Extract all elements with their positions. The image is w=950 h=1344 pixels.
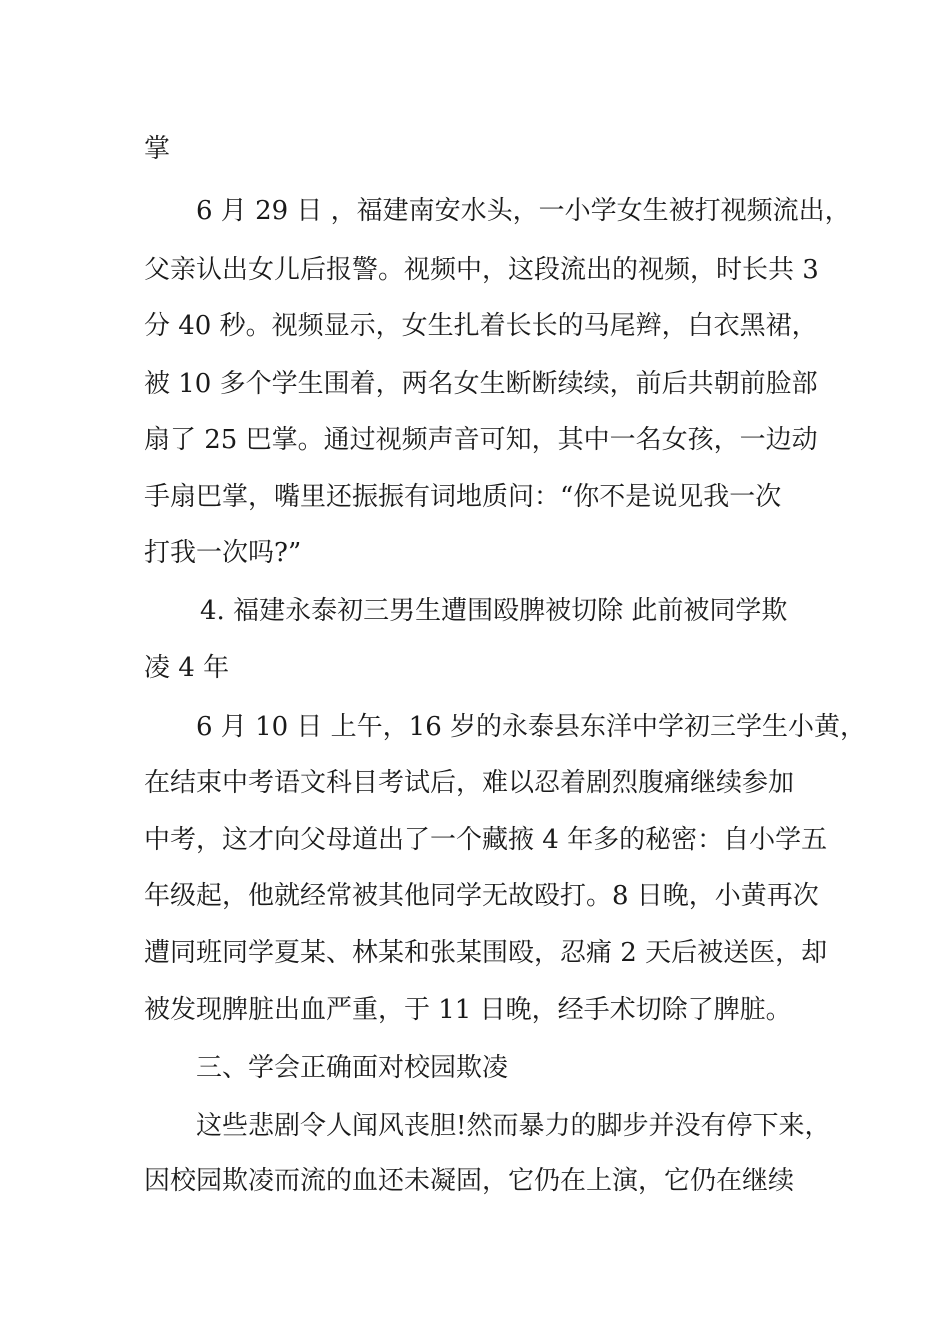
text-line: 被 10 多个学生围着，两名女生断断续续，前后共朝前脸部 <box>144 369 818 399</box>
text-line: 被发现脾脏出血严重，于 11 日晚，经手术切除了脾脏。 <box>144 995 792 1025</box>
paragraph-first-line: 6 月 10 日 上午，16 岁的永泰县东洋中学初三学生小黄， <box>196 712 867 742</box>
section-heading: 三、学会正确面对校园欺凌 <box>196 1053 509 1083</box>
text-line: 中考，这才向父母道出了一个藏掖 4 年多的秘密：自小学五 <box>144 825 828 855</box>
paragraph-first-line: 6 月 29 日 ，福建南安水头，一小学女生被打视频流出， <box>196 196 851 226</box>
text-line: 分 40 秒。视频显示，女生扎着长长的马尾辫，白衣黑裙， <box>144 311 818 341</box>
text-line: 手扇巴掌，嘴里还振振有词地质问：“你不是说见我一次 <box>144 482 782 512</box>
section-heading: 4. 福建永泰初三男生遭围殴脾被切除 此前被同学欺 <box>200 596 788 626</box>
text-line: 掌 <box>144 134 171 164</box>
text-line: 父亲认出女儿后报警。视频中，这段流出的视频，时长共 3 <box>144 255 819 285</box>
text-line: 扇了 25 巴掌。通过视频声音可知，其中一名女孩，一边动 <box>144 425 818 455</box>
paragraph-first-line: 这些悲剧令人闻风丧胆!然而暴力的脚步并没有停下来， <box>196 1111 831 1141</box>
text-line: 因校园欺凌而流的血还未凝固，它仍在上演，它仍在继续 <box>144 1166 795 1196</box>
text-line: 遭同班同学夏某、林某和张某围殴，忍痛 2 天后被送医，却 <box>144 938 828 968</box>
section-heading-continued: 凌 4 年 <box>144 653 230 683</box>
text-line: 打我一次吗?” <box>144 538 302 568</box>
text-line: 年级起，他就经常被其他同学无故殴打。8 日晚，小黄再次 <box>144 881 819 911</box>
text-line: 在结束中考语文科目考试后，难以忍着剧烈腹痛继续参加 <box>144 768 795 798</box>
